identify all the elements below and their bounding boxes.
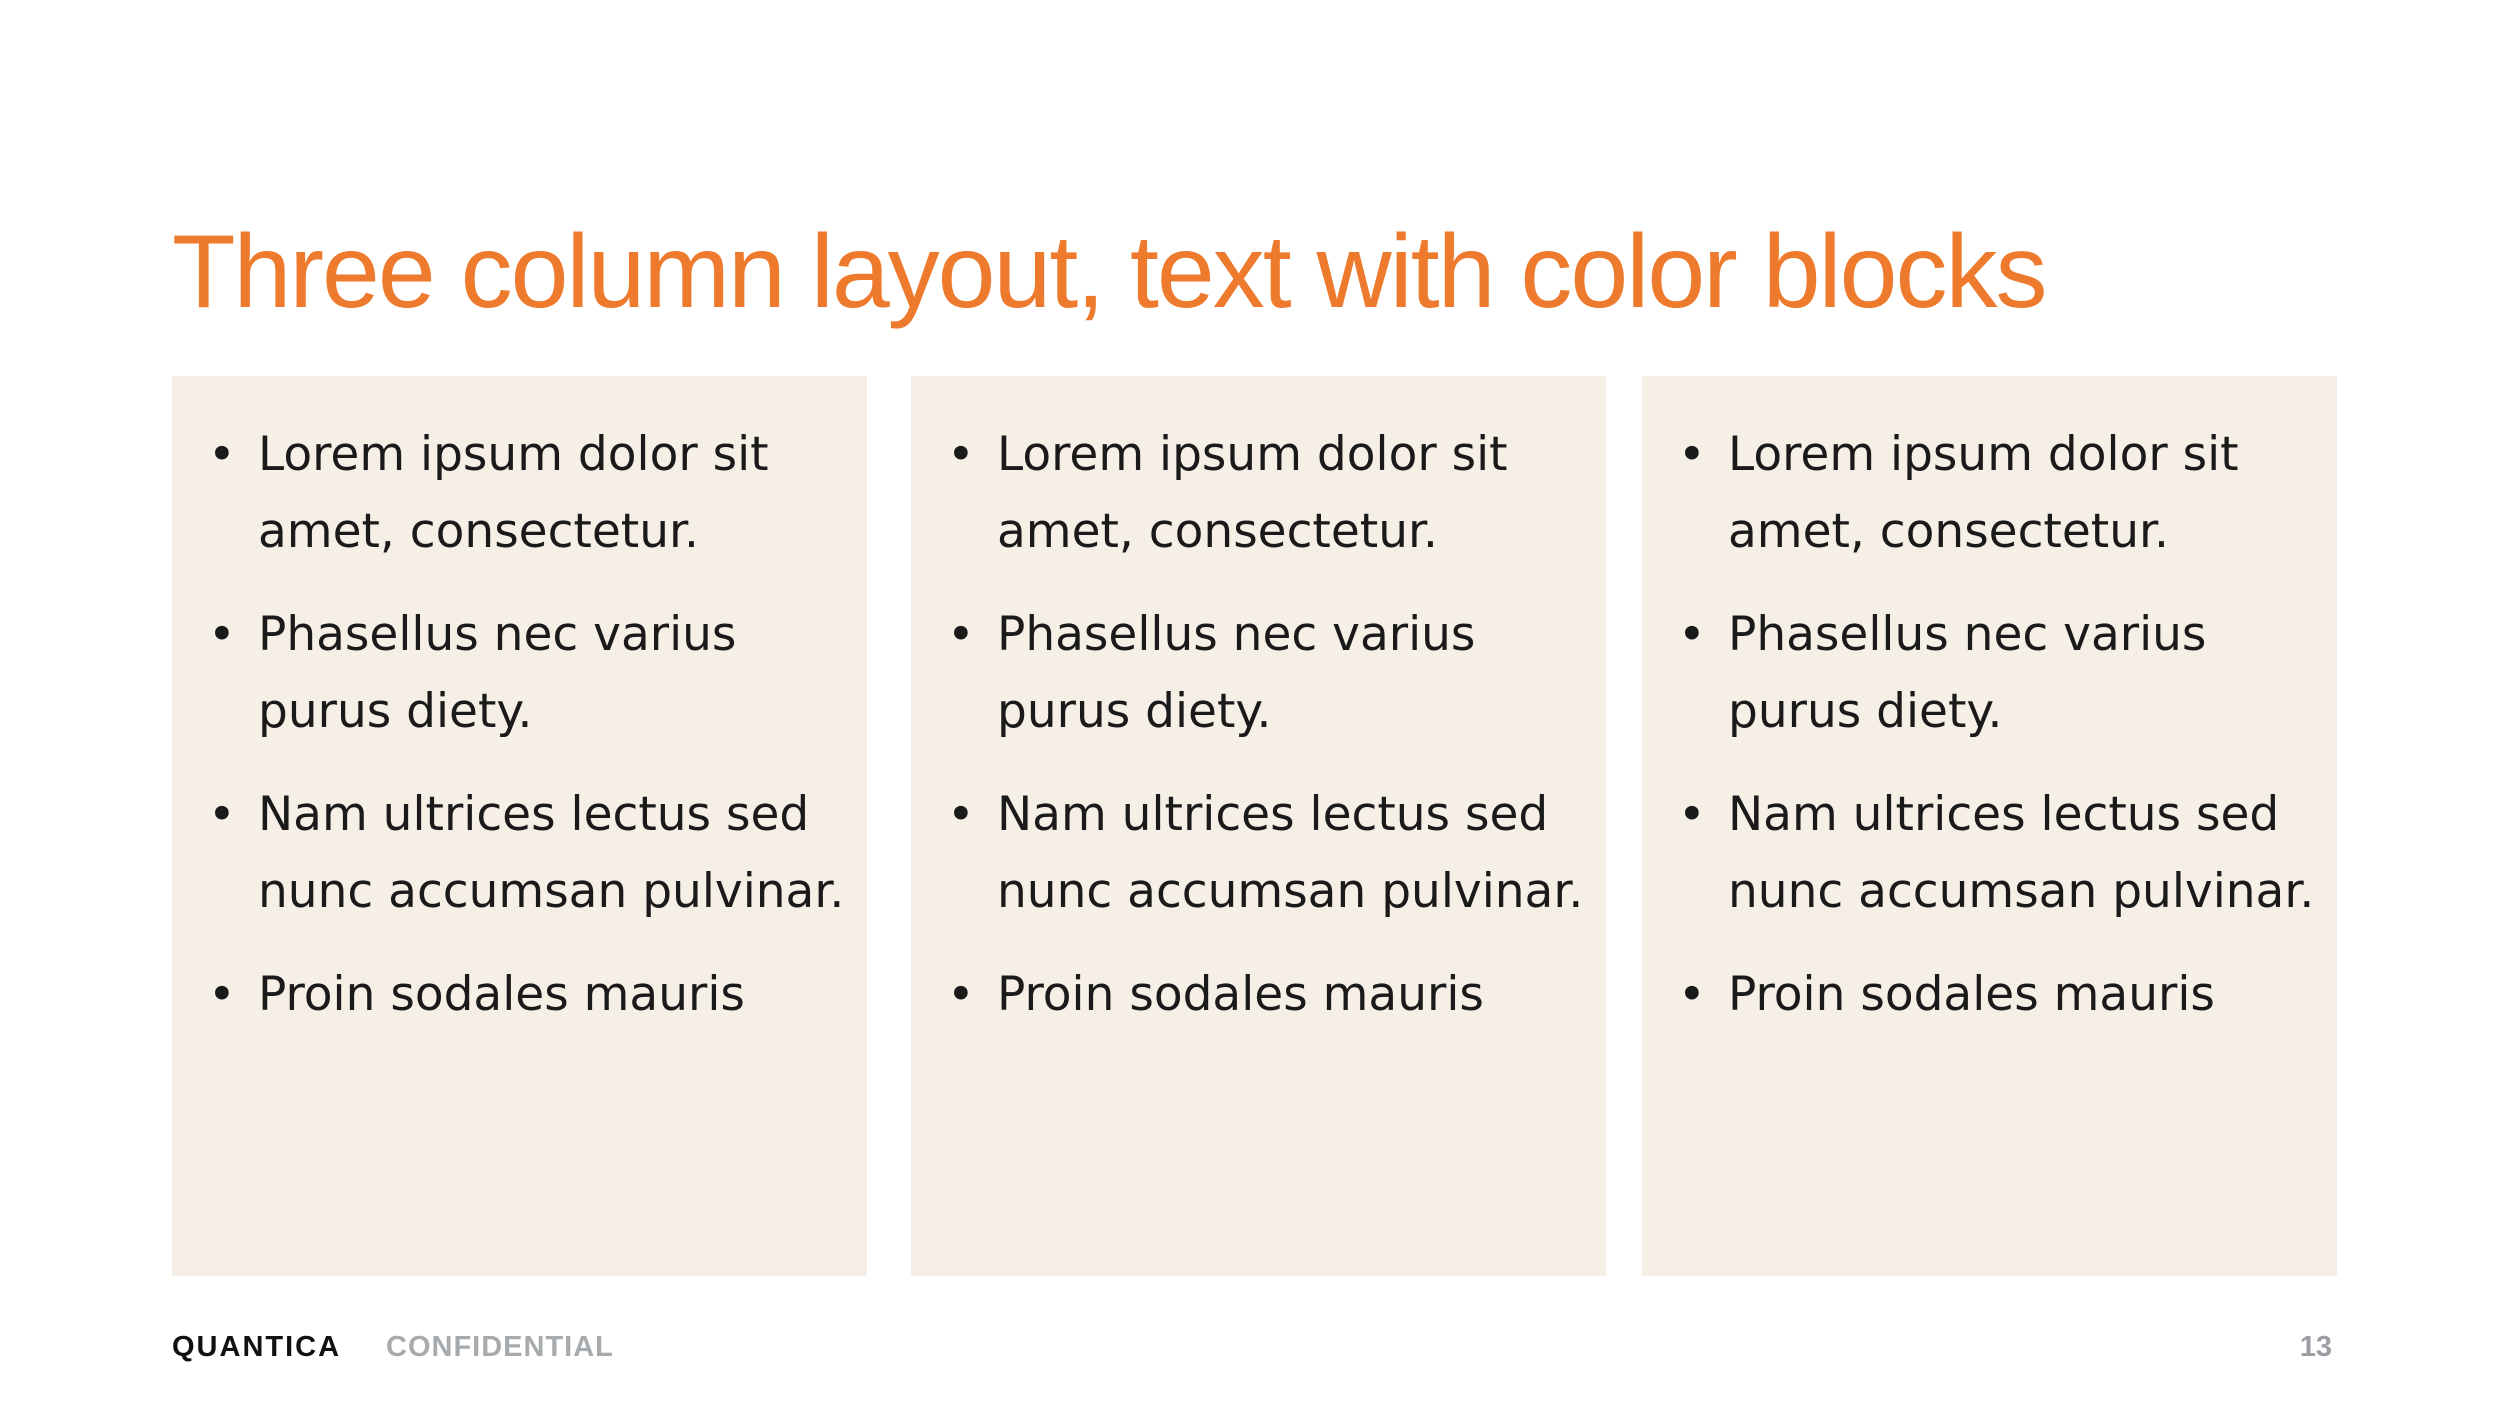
bullet-text: Nam ultrices lectus sed nunc accumsan pulvinar. (258, 787, 845, 919)
bullet-item (911, 416, 1606, 570)
color-block-1 (172, 376, 867, 1276)
bullet-text: Lorem ipsum dolor sit amet, consectetur. (258, 427, 769, 559)
bullet-text: Nam ultrices lectus sed nunc accumsan pulvinar. (997, 787, 1584, 919)
bullet-text: Proin sodales mauris (258, 967, 745, 1022)
bullet-dot-icon: • (947, 967, 975, 1022)
bullet-item (911, 596, 1606, 750)
bullet-item (1642, 596, 2337, 750)
bullet-item (172, 596, 867, 750)
bullet-text: Proin sodales mauris (997, 967, 1484, 1022)
page-number: 13 (2299, 1331, 2332, 1363)
footer-brand-logo: QUANTICA (172, 1331, 342, 1363)
bullet-text: Phasellus nec varius purus diety. (258, 607, 737, 739)
bullet-item (172, 776, 867, 930)
bullet-text: Phasellus nec varius purus diety. (997, 607, 1476, 739)
bullet-dot-icon: • (208, 967, 236, 1022)
bullet-item (172, 416, 867, 570)
bullet-text: Nam ultrices lectus sed nunc accumsan pulvinar. (1728, 787, 2315, 919)
bullet-list (911, 416, 1606, 1033)
bullet-text: Lorem ipsum dolor sit amet, consectetur. (997, 427, 1508, 559)
bullet-dot-icon: • (208, 607, 236, 662)
bullet-item (1642, 776, 2337, 930)
bullet-item (172, 956, 867, 1033)
bullet-dot-icon: • (947, 607, 975, 662)
bullet-dot-icon: • (1678, 787, 1706, 842)
bullet-text: Phasellus nec varius purus diety. (1728, 607, 2207, 739)
bullet-list (1642, 416, 2337, 1033)
bullet-dot-icon: • (1678, 607, 1706, 662)
bullet-list (172, 416, 867, 1033)
bullet-dot-icon: • (208, 787, 236, 842)
bullet-dot-icon: • (208, 427, 236, 482)
footer-confidential-label: CONFIDENTIAL (386, 1331, 614, 1363)
bullet-item (911, 956, 1606, 1033)
bullet-item (911, 776, 1606, 930)
color-block-2 (911, 376, 1606, 1276)
bullet-dot-icon: • (1678, 427, 1706, 482)
slide-title: Three column layout, text with color blocks (172, 214, 2046, 330)
bullet-text: Lorem ipsum dolor sit amet, consectetur. (1728, 427, 2239, 559)
bullet-item (1642, 956, 2337, 1033)
bullet-dot-icon: • (947, 787, 975, 842)
columns-container (172, 376, 2327, 1276)
bullet-dot-icon: • (1678, 967, 1706, 1022)
color-block-3 (1642, 376, 2337, 1276)
bullet-item (1642, 416, 2337, 570)
bullet-dot-icon: • (947, 427, 975, 482)
bullet-text: Proin sodales mauris (1728, 967, 2215, 1022)
